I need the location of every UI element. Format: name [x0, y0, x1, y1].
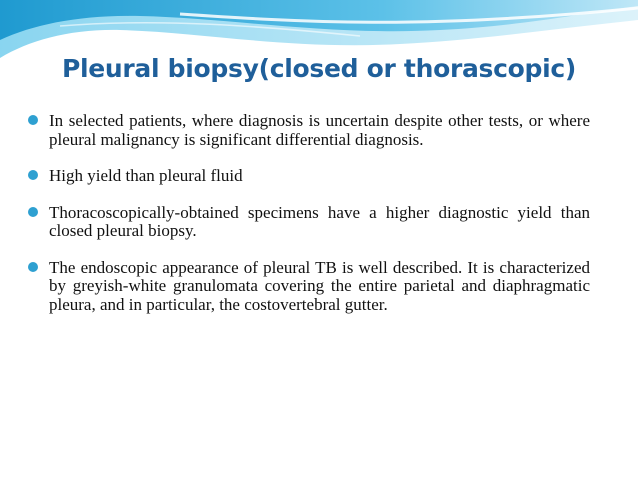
bullet-text: In selected patients, where diagnosis is uncertain despite other tests, or where pleural malignancy is significant differential diagnosis.: [49, 111, 590, 149]
bullet-item: [28, 259, 590, 315]
bullet-item: [28, 204, 590, 241]
bullet-text: Thoracoscopically-obtained specimens have a higher diagnostic yield than closed pleural biopsy.: [49, 202, 590, 240]
bullet-list: [28, 112, 590, 332]
bullet-item: [28, 112, 590, 149]
bullet-dot-icon: [28, 170, 38, 180]
bullet-dot-icon: [28, 262, 38, 272]
bullet-item: [28, 167, 590, 186]
bullet-dot-icon: [28, 207, 38, 217]
slide-title: Pleural biopsy(closed or thorascopic): [61, 54, 577, 83]
bullet-text: High yield than pleural fluid: [49, 166, 243, 185]
bullet-text: The endoscopic appearance of pleural TB is well described. It is characterized by greyish-white granulomata covering the entire parietal and diaphragmatic pleura, and in particular, the costovertebral gutter.: [49, 257, 590, 314]
bullet-dot-icon: [28, 115, 38, 125]
